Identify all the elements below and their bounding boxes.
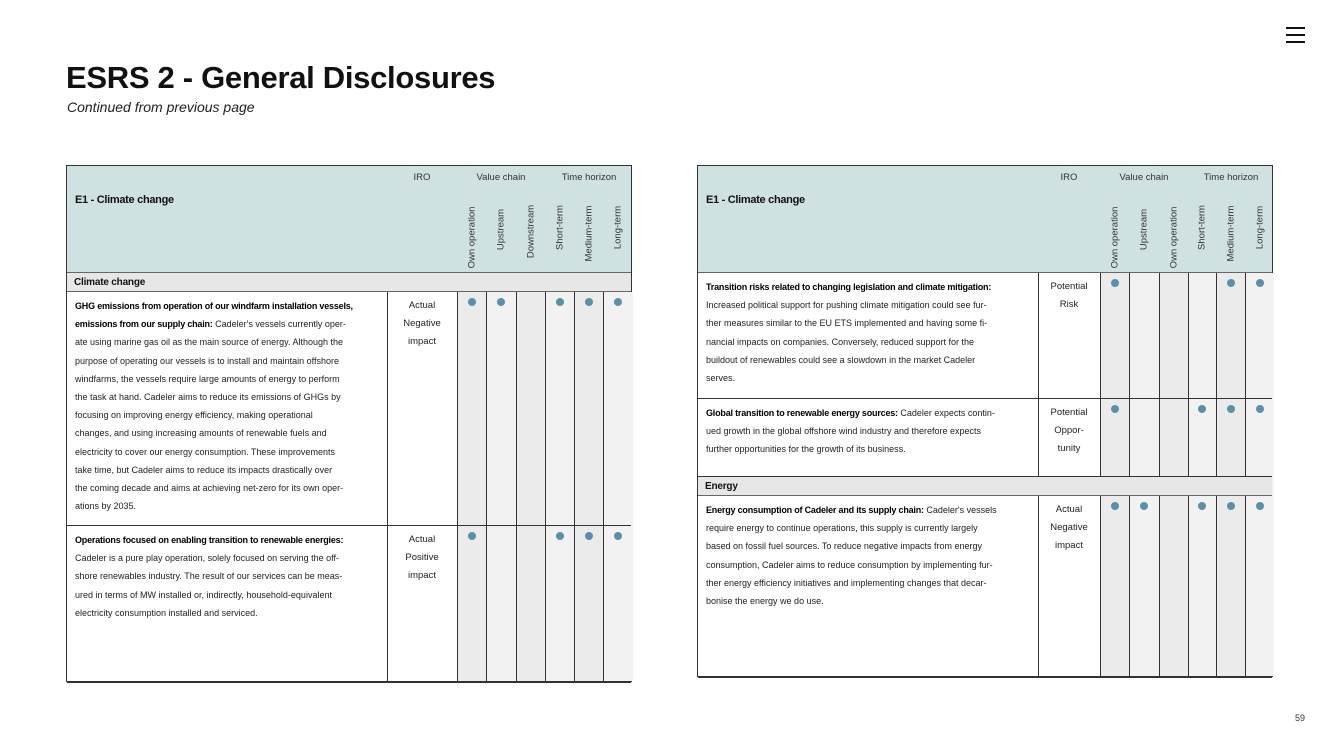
right-disclosure-table [697,165,1273,677]
row-heading: Transition risks related to changing legislation and climate mitigation: [706,282,992,292]
column-header: Short-term [1196,205,1208,250]
column-divider [1216,273,1217,477]
indicator-dot [1198,405,1206,413]
iro-group-label: IRO [1060,172,1078,183]
indicator-dot [468,532,476,540]
column-divider [1100,496,1101,676]
table-row [67,526,631,683]
table-header [698,166,1272,273]
page-subtitle: Continued from previous page [67,99,255,115]
column-header: Medium-term [1225,205,1236,262]
indicator-dot [556,532,564,540]
column-divider [545,292,546,681]
column-divider [387,292,388,681]
column-divider [1159,496,1160,676]
column-divider [457,292,458,681]
table-title: E1 - Climate change [706,194,805,206]
indicator-dot [1227,502,1235,510]
iro-classification: Potential Risk [1050,281,1088,311]
column-divider [1216,496,1217,676]
indicator-dot [1256,279,1264,287]
column-divider [1245,496,1246,676]
table-row [698,496,1272,678]
iro-classification: Potential Oppor- tunity [1050,407,1088,455]
column-divider [603,292,604,681]
row-description: Energy consumption of Cadeler and its supply chain: Cadeler's vessels require energy to continue operations, this supply is currently largely based on fossil fuel sources. To reduce negative impacts from energy consumption, Cadeler aims to reduce consumption by implementing fur- ther energy efficiency initiatives and implementing changes that decar- bonise the energy we do use. [706,505,997,607]
time-horizon-group-label: Time horizon [561,172,617,183]
indicator-dot [468,298,476,306]
indicator-dot [1256,502,1264,510]
table-row [67,292,631,526]
indicator-dot [614,532,622,540]
column-divider [1129,273,1130,477]
row-description: Operations focused on enabling transition to renewable energies: Cadeler is a pure play operation, solely focused on serving the off- shore renewables industry. The result of our services can be meas- ured in terms of MW installed or, indirectly, household-equivalent electricity consumption installed and serviced. [75,535,344,618]
indicator-dot [585,532,593,540]
column-header: Upstream [1138,208,1150,251]
column-header: Long-term [1254,205,1265,250]
indicator-dot [614,298,622,306]
column-divider [1100,273,1101,477]
left-disclosure-table [66,165,632,682]
row-heading: Global transition to renewable energy sources: [706,408,898,418]
table-header [67,166,631,273]
row-heading: Energy consumption of Cadeler and its supply chain: [706,505,924,515]
hamburger-menu-icon[interactable] [1286,27,1305,44]
indicator-dot [1227,405,1235,413]
iro-classification: Actual Negative impact [403,300,441,348]
column-divider [1188,496,1189,676]
table-row [698,399,1272,477]
column-divider [486,292,487,681]
column-header: Short-term [554,205,565,250]
iro-group-label: IRO [413,172,431,183]
indicator-dot [497,298,505,306]
indicator-dot [1198,502,1206,510]
iro-classification: Actual Positive impact [405,534,439,582]
column-divider [1129,496,1130,676]
indicator-dot [1111,405,1119,413]
indicator-dot [1111,279,1119,287]
column-header: Own operation [1168,206,1179,269]
indicator-dot [1111,502,1119,510]
column-header: Own operation [1109,206,1120,269]
section-band-energy: Energy [698,477,1272,496]
column-divider [574,292,575,681]
table-row [698,273,1272,399]
column-header: Medium-term [583,205,594,262]
table-title: E1 - Climate change [75,194,174,206]
column-divider [1038,273,1039,477]
indicator-dot [1256,405,1264,413]
row-description: GHG emissions from operation of our windfarm installation vessels, emissions from our supply chain: Cadeler's vessels currently oper- ate using marine gas oil as the main source of energy. Although the purpose of operating our vessels is to install and maintain offshore windfarms, the vessels require large amounts of energy to perform the task at hand. Cadeler aims to reduce its emissions of GHGs by focusing on improving energy efficiency, making operational changes, and using increasing amounts of renewable fuels and electricity to cover our energy consumption. These improvements take time, but Cadeler aims to reduce its impacts drastically over the coming decade and aims at achieving net-zero for its own oper- ations by 2035. [75,301,353,512]
row-description: Transition risks related to changing legislation and climate mitigation: Increased political support for pushing climate mitigation could see fur- ther measures similar to the EU ETS implemented and having some fi- nancial impacts on companies. Conversely, reduced support for the buildout of renewables could see a slowdown in the market Cadeler serves. [706,282,992,384]
page-title: ESRS 2 - General Disclosures [66,60,496,95]
time-horizon-group-label: Time horizon [1203,172,1259,183]
column-divider [1159,273,1160,477]
indicator-dot [1227,279,1235,287]
section-band-climate-change: Climate change [67,273,631,292]
column-divider [1245,273,1246,477]
value-chain-group-label: Value chain [1119,172,1169,183]
column-divider [1038,496,1039,676]
column-header: Upstream [495,208,507,251]
page-number: 59 [1295,713,1306,723]
row-heading: Operations focused on enabling transition to renewable energies: [75,535,344,545]
indicator-dot [585,298,593,306]
iro-classification: Actual Negative impact [1050,504,1088,552]
indicator-dot [556,298,564,306]
indicator-dot [1140,502,1148,510]
value-chain-group-label: Value chain [476,172,526,183]
column-divider [1188,273,1189,477]
column-divider [516,292,517,681]
column-header: Long-term [612,205,624,250]
row-description: Global transition to renewable energy sources: Cadeler expects contin- ued growth in the global offshore wind industry and therefore expects further opportunities for the growth of its business. [706,408,995,455]
column-header: Own operation [466,206,477,269]
row-heading: GHG emissions from operation of our windfarm installation vessels, emissions from our supply chain: [75,301,353,330]
column-header: Downstream [525,204,536,259]
